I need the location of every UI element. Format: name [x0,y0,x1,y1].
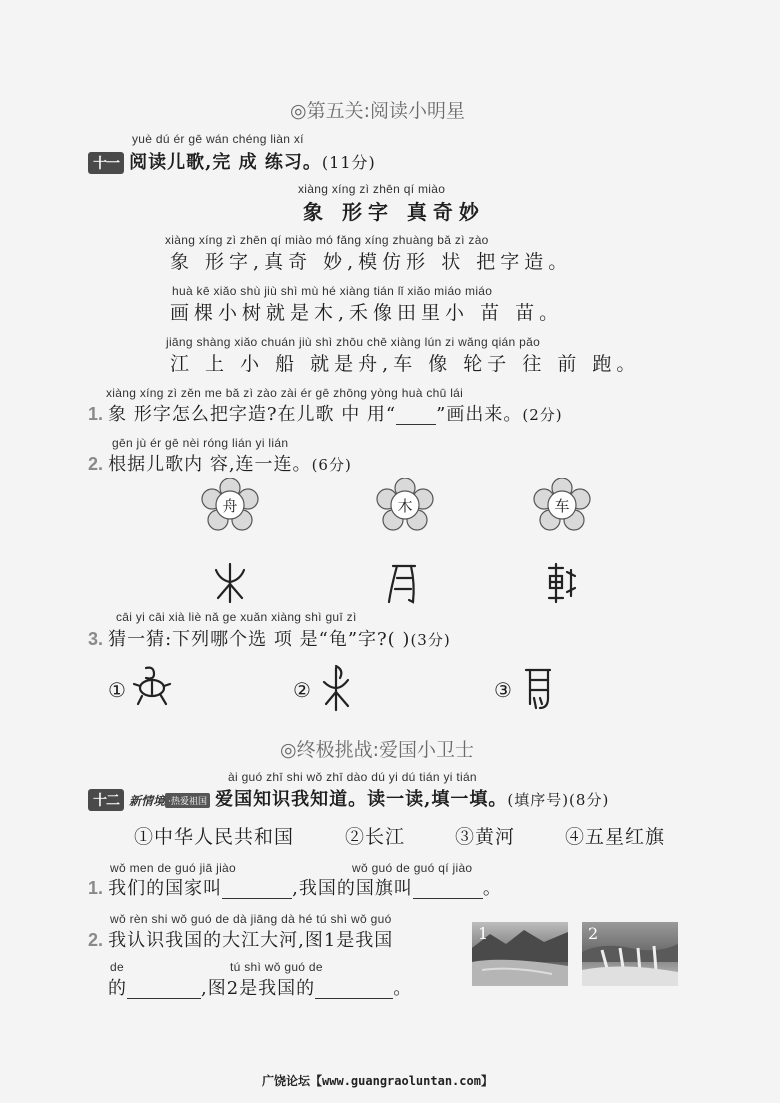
q12-sub1-text: 我们的国家叫 [108,878,223,899]
question-number: 2. [88,454,104,474]
q12-sub1-text: 。 [482,878,502,899]
poem-line-pinyin: huà kē xiǎo shù jiù shì mù hé xiàng tián lǐ xiǎo miáo miáo [172,284,493,298]
photo-label: 2 [588,924,599,943]
sub2-pinyin: gēn jù ér gē nèi róng lián yi lián [112,436,289,450]
flower-label: 车 [554,497,570,515]
sub3-text: 猜一猜:下列哪个选 项 是“龟”字?( ) [108,629,411,650]
sub3-score: (3分) [410,631,451,649]
question-number: 1. [88,404,104,424]
q12-note: (填序号)(8分) [507,791,610,809]
sub-question-3 [88,625,451,651]
photo-label: 1 [478,924,489,943]
topic-tag: ·热爱祖国 [165,793,210,808]
q12-sub2-text: 。 [393,978,413,999]
q11-header [88,148,376,174]
q11-text: 阅读儿歌,完 成 练习。 [129,152,322,173]
question-number-badge: 十一 [88,152,124,174]
river-photo[interactable] [472,922,568,986]
answer-blank[interactable] [127,979,201,999]
flower-icon[interactable] [200,478,260,534]
q12-sub1-pinyin: wǒ men de guó jiā jiào [110,861,237,875]
option-number: ② [293,678,312,702]
answer-blank[interactable] [315,979,393,999]
poem-line-pinyin: xiàng xíng zì zhēn qí miào mó fǎng xíng zhuàng bǎ zì zào [165,233,489,247]
poem-title: 象 形字 真奇妙 [303,200,485,224]
q12-sub2-text: ,图2是我国的 [201,978,316,999]
section-title: ◎终极挑战:爱国小卫士 [280,739,474,761]
sub1-text-end: ”画出来。 [436,404,523,425]
poem-line: 江 上 小 船 就是舟,车 像 轮子 往 前 跑。 [170,353,641,375]
q12-sub2-pinyin: de [110,960,124,974]
choice-item: ①中华人民共和国 [134,826,295,848]
question-number: 1. [88,878,104,898]
q12-sub-question-1 [88,874,502,900]
q12-sub2-text: 我认识我国的大江大河,图1是我国 [108,930,394,951]
ancient-character-image[interactable] [210,562,250,604]
poem-title-pinyin: xiàng xíng zì zhēn qí miào [298,182,446,196]
sub2-score: (6分) [311,456,352,474]
q12-sub1-text: ,我国的国旗叫 [292,878,413,899]
choice-item: ③黄河 [455,826,516,848]
sub-question-1 [88,400,563,426]
sub1-text: 象 形字怎么把字造?在儿歌 中 用“ [108,404,397,425]
poem-line: 象 形字,真奇 妙,模仿形 状 把字造。 [170,251,573,273]
footer [262,1072,493,1089]
ancient-character-image[interactable] [545,562,579,604]
question-number: 3. [88,629,104,649]
q12-pinyin: ài guó zhī shi wǒ zhī dào dú yi dú tián yi tián [228,770,477,784]
flower-icon[interactable] [532,478,592,534]
sub1-pinyin: xiàng xíng zì zěn me bǎ zì zào zài ér gē zhōng yòng huà chū lái [106,386,464,400]
flower-icon[interactable] [375,478,435,534]
sub1-score: (2分) [522,406,563,424]
flower-label: 舟 [222,497,238,515]
answer-blank[interactable] [413,879,483,899]
q11-score: (11分) [321,153,376,172]
option-number: ③ [494,678,513,702]
footer-site: 广饶论坛【 [262,1074,323,1088]
section-title: ◎第五关:阅读小明星 [290,100,465,122]
q12-sub2-pinyin: wǒ rèn shi wǒ guó de dà jiāng dà hé tú shì wǒ guó [110,912,392,926]
footer-bracket: 】 [480,1074,493,1088]
q12-text: 爱国知识我知道。读一读,填一填。 [215,789,508,810]
poem-line-pinyin: jiāng shàng xiǎo chuán jiù shì zhōu chē xiàng lún zi wǎng qián pǎo [166,335,541,349]
q12-sub2-line2 [108,974,412,1000]
q12-sub2-pinyin: tú shì wǒ guó de [230,960,323,974]
answer-blank[interactable] [222,879,292,899]
question-number: 2. [88,930,104,950]
footer-url-link[interactable]: www.guangraoluntan.com [322,1074,481,1088]
q11-pinyin: yuè dú ér gē wán chéng liàn xí [132,132,304,146]
q12-sub1-pinyin: wǒ guó de guó qí jiào [352,861,473,875]
choice-item: ②长江 [345,826,406,848]
answer-blank[interactable] [396,405,436,425]
q12-sub2-text: 的 [108,978,127,999]
waterfall-photo[interactable] [582,922,678,986]
poem-line: 画棵小树就是木,禾像田里小 苗 苗。 [170,302,564,324]
q12-sub-question-2 [88,926,393,952]
sub-question-2 [88,450,352,476]
ancient-character-image[interactable] [385,562,421,604]
flower-label: 木 [397,497,413,515]
choice-item: ④五星红旗 [565,826,666,848]
option-number: ① [108,678,127,702]
new-context-tag: 新情境 [129,794,166,808]
sub3-pinyin: cāi yi cāi xià liè nǎ ge xuǎn xiàng shì guī zì [116,610,357,624]
q12-header [88,785,609,811]
sub2-text: 根据儿歌内 容,连一连。 [108,454,312,475]
question-number-badge: 十二 [88,789,124,811]
